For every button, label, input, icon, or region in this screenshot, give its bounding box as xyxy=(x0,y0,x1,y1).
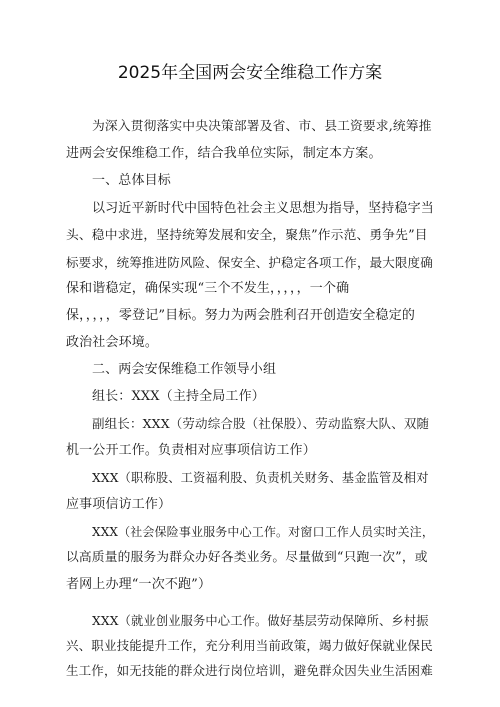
paragraph-line: 保和谐稳定，确保实现“三个不发生，，，，，一个确 xyxy=(66,281,350,296)
paragraph-line: 应事项信访工作） xyxy=(66,497,172,512)
paragraph-line: XXX（职称股、工资福利股、负责机关财务、基金监管及相对 xyxy=(92,471,429,485)
paragraph-line: 标要求，统筹推进防风险、保安全、护稳定各项工作，最大限度确 xyxy=(66,255,433,270)
paragraph-line: 进两会安保维稳工作，结合我单位实际，制定本方案。 xyxy=(66,146,382,161)
paragraph-line: 副组长：XXX（劳动综合股（社保股）、劳动监察大队、双随 xyxy=(92,416,430,431)
paragraph-line: 为深入贯彻落实中央决策部署及省、市、县工资要求,统筹推 xyxy=(92,119,432,134)
paragraph-line: 保，，，，，零登记”目标。努力为两会胜利召开创造安全稳定的 xyxy=(66,308,415,323)
section-heading: 二、两会安保维稳工作领导小组 xyxy=(92,362,277,377)
section-heading: 一、总体目标 xyxy=(92,173,171,188)
paragraph-line: XXX（社会保险事业服务中心工作。对窗口工作人员实时关注， xyxy=(92,525,434,539)
paragraph-line: 者网上办理“一次不跑”） xyxy=(66,577,212,592)
paragraph-line: 政治社会环境。 xyxy=(66,335,159,350)
paragraph-line: 以高质量的服务为群众办好各类业务。尽量做到“只跑一次”，或 xyxy=(66,550,428,565)
paragraph-line: 头、稳中求进，坚持统筹发展和安全，聚焦”作示范、勇争先”目 xyxy=(66,228,428,243)
paragraph-line: 机一公开工作。负责相对应事项信访工作） xyxy=(66,443,316,458)
paragraph-line: 生工作，如无技能的群众进行岗位培训，避免群众因失业生活困难 xyxy=(66,663,433,678)
paragraph-line: XXX（就业创业服务中心工作。做好基层劳动保障所、乡村振 xyxy=(92,614,429,628)
paragraph-line: 兴、职业技能提升工作，充分利用当前政策，竭力做好保就业保民 xyxy=(66,638,433,653)
document-title: 2025年全国两会安全维稳工作方案 xyxy=(117,63,383,83)
paragraph-line: 组长：XXX（主持全局工作） xyxy=(92,389,265,404)
paragraph-line: 以习近平新时代中国特色社会主义思想为指导，坚持稳字当 xyxy=(92,201,434,216)
